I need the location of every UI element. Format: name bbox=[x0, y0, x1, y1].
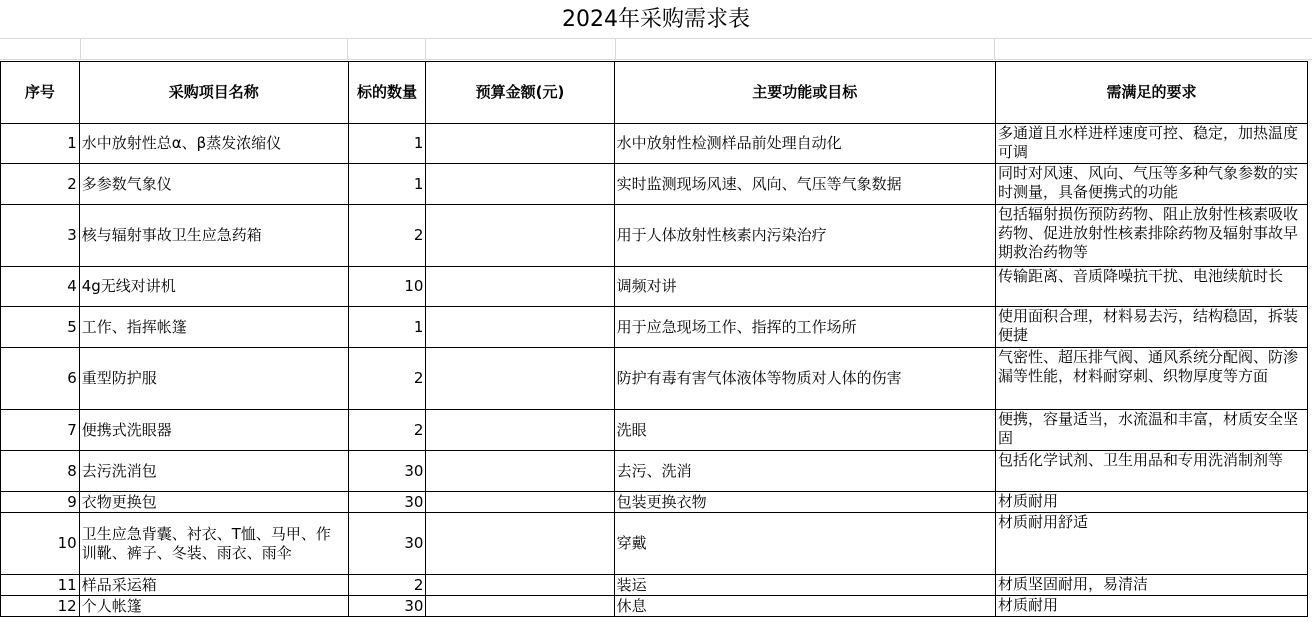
cell-seq[interactable]: 3 bbox=[1, 205, 80, 267]
cell-requirement[interactable]: 材质耐用 bbox=[996, 596, 1308, 617]
table-row bbox=[1, 124, 1308, 164]
cell-qty[interactable]: 10 bbox=[348, 267, 426, 307]
cell-budget[interactable] bbox=[426, 164, 614, 205]
cell-requirement[interactable]: 材质坚固耐用，易清洁 bbox=[996, 575, 1308, 596]
cell-function[interactable]: 水中放射性检测样品前处理自动化 bbox=[614, 124, 995, 164]
cell-requirement[interactable]: 传输距离、音质降噪抗干扰、电池续航时长 bbox=[996, 267, 1308, 307]
cell-function[interactable]: 去污、洗消 bbox=[614, 451, 995, 492]
cell-name[interactable]: 便携式洗眼器 bbox=[79, 410, 348, 451]
cell-qty[interactable]: 2 bbox=[348, 205, 426, 267]
table-row bbox=[1, 307, 1308, 348]
cell-requirement[interactable]: 材质耐用 bbox=[996, 492, 1308, 513]
cell-seq[interactable]: 11 bbox=[1, 575, 80, 596]
cell-function[interactable]: 用于人体放射性核素内污染治疗 bbox=[614, 205, 995, 267]
cell-requirement[interactable]: 多通道且水样进样速度可控、稳定，加热温度可调 bbox=[996, 124, 1308, 164]
cell-qty[interactable]: 30 bbox=[348, 451, 426, 492]
cell-qty[interactable]: 30 bbox=[348, 492, 426, 513]
cell-budget[interactable] bbox=[426, 513, 614, 575]
header-seq[interactable]: 序号 bbox=[1, 62, 80, 124]
cell-name[interactable]: 工作、指挥帐篷 bbox=[79, 307, 348, 348]
cell-budget[interactable] bbox=[426, 410, 614, 451]
cell-function[interactable]: 调频对讲 bbox=[614, 267, 995, 307]
cell-qty[interactable]: 30 bbox=[348, 596, 426, 617]
cell-seq[interactable]: 2 bbox=[1, 164, 80, 205]
table-row bbox=[1, 205, 1308, 267]
table-row bbox=[1, 575, 1308, 596]
cell-budget[interactable] bbox=[426, 348, 614, 410]
cell-budget[interactable] bbox=[426, 124, 614, 164]
cell-function[interactable]: 用于应急现场工作、指挥的工作场所 bbox=[614, 307, 995, 348]
cell-function[interactable]: 穿戴 bbox=[614, 513, 995, 575]
cell-function[interactable]: 包装更换衣物 bbox=[614, 492, 995, 513]
cell-name[interactable]: 水中放射性总α、β蒸发浓缩仪 bbox=[79, 124, 348, 164]
cell-name[interactable]: 4g无线对讲机 bbox=[79, 267, 348, 307]
cell-name[interactable]: 卫生应急背囊、衬衣、T恤、马甲、作训靴、裤子、冬装、雨衣、雨伞 bbox=[79, 513, 348, 575]
table-row bbox=[1, 164, 1308, 205]
cell-qty[interactable]: 1 bbox=[348, 124, 426, 164]
table-row bbox=[1, 492, 1308, 513]
header-budget[interactable]: 预算金额(元) bbox=[426, 62, 614, 124]
cell-seq[interactable]: 8 bbox=[1, 451, 80, 492]
cell-seq[interactable]: 6 bbox=[1, 348, 80, 410]
table-row bbox=[1, 348, 1308, 410]
cell-requirement[interactable]: 材质耐用舒适 bbox=[996, 513, 1308, 575]
cell-seq[interactable]: 4 bbox=[1, 267, 80, 307]
cell-name[interactable]: 个人帐篷 bbox=[79, 596, 348, 617]
header-row bbox=[1, 62, 1308, 124]
cell-requirement[interactable]: 便携，容量适当，水流温和丰富，材质安全坚固 bbox=[996, 410, 1308, 451]
cell-function[interactable]: 防护有毒有害气体液体等物质对人体的伤害 bbox=[614, 348, 995, 410]
cell-name[interactable]: 样品采运箱 bbox=[79, 575, 348, 596]
cell-qty[interactable]: 2 bbox=[348, 348, 426, 410]
header-name[interactable]: 采购项目名称 bbox=[79, 62, 348, 124]
cell-requirement[interactable]: 使用面积合理，材料易去污，结构稳固，拆装便捷 bbox=[996, 307, 1308, 348]
page-title: 2024年采购需求表 bbox=[562, 7, 750, 32]
cell-qty[interactable]: 30 bbox=[348, 513, 426, 575]
table-row bbox=[1, 451, 1308, 492]
table-row bbox=[1, 410, 1308, 451]
cell-seq[interactable]: 12 bbox=[1, 596, 80, 617]
header-requirement[interactable]: 需满足的要求 bbox=[996, 62, 1308, 124]
cell-budget[interactable] bbox=[426, 205, 614, 267]
cell-function[interactable]: 休息 bbox=[614, 596, 995, 617]
cell-requirement[interactable]: 包括化学试剂、卫生用品和专用洗消制剂等 bbox=[996, 451, 1308, 492]
cell-qty[interactable]: 2 bbox=[348, 575, 426, 596]
cell-requirement[interactable]: 同时对风速、风向、气压等多种气象参数的实时测量，具备便携式的功能 bbox=[996, 164, 1308, 205]
cell-budget[interactable] bbox=[426, 307, 614, 348]
cell-name[interactable]: 重型防护服 bbox=[79, 348, 348, 410]
cell-budget[interactable] bbox=[426, 267, 614, 307]
cell-seq[interactable]: 7 bbox=[1, 410, 80, 451]
cell-function[interactable]: 实时监测现场风速、风向、气压等气象数据 bbox=[614, 164, 995, 205]
cell-qty[interactable]: 1 bbox=[348, 307, 426, 348]
header-qty[interactable]: 标的数量 bbox=[348, 62, 426, 124]
header-function[interactable]: 主要功能或目标 bbox=[614, 62, 995, 124]
table-row bbox=[1, 596, 1308, 617]
cell-name[interactable]: 核与辐射事故卫生应急药箱 bbox=[79, 205, 348, 267]
cell-seq[interactable]: 1 bbox=[1, 124, 80, 164]
cell-qty[interactable]: 1 bbox=[348, 164, 426, 205]
cell-budget[interactable] bbox=[426, 492, 614, 513]
cell-seq[interactable]: 5 bbox=[1, 307, 80, 348]
cell-budget[interactable] bbox=[426, 596, 614, 617]
cell-function[interactable]: 洗眼 bbox=[614, 410, 995, 451]
cell-seq[interactable]: 10 bbox=[1, 513, 80, 575]
cell-budget[interactable] bbox=[426, 575, 614, 596]
cell-requirement[interactable]: 气密性、超压排气阀、通风系统分配阀、防渗漏等性能，材料耐穿刺、织物厚度等方面 bbox=[996, 348, 1308, 410]
cell-name[interactable]: 衣物更换包 bbox=[79, 492, 348, 513]
table-row bbox=[1, 513, 1308, 575]
table-row bbox=[1, 267, 1308, 307]
cell-name[interactable]: 去污洗消包 bbox=[79, 451, 348, 492]
cell-name[interactable]: 多参数气象仪 bbox=[79, 164, 348, 205]
cell-seq[interactable]: 9 bbox=[1, 492, 80, 513]
cell-requirement[interactable]: 包括辐射损伤预防药物、阻止放射性核素吸收药物、促进放射性核素排除药物及辐射事故早期救治药物等 bbox=[996, 205, 1308, 267]
procurement-table bbox=[0, 61, 1308, 617]
cell-qty[interactable]: 2 bbox=[348, 410, 426, 451]
empty-spreadsheet-row bbox=[0, 38, 1312, 60]
cell-function[interactable]: 装运 bbox=[614, 575, 995, 596]
cell-budget[interactable] bbox=[426, 451, 614, 492]
